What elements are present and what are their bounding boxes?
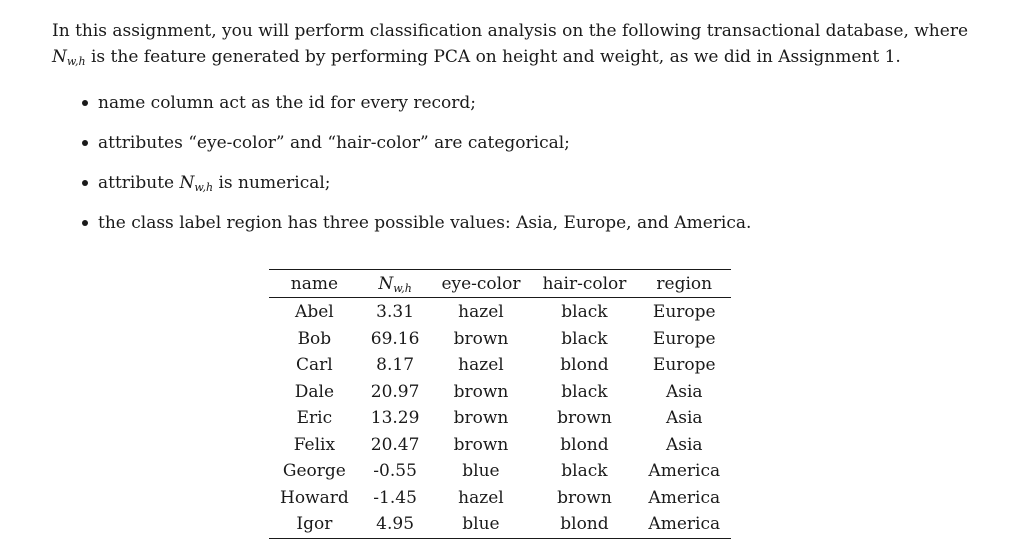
cell-feature: 69.16 bbox=[370, 328, 420, 349]
cell-feature: 8.17 bbox=[376, 355, 415, 376]
cell-hair-color: blond bbox=[560, 355, 609, 376]
header-eye-color: eye-color bbox=[430, 270, 531, 298]
cell-name: Bob bbox=[297, 328, 332, 349]
cell-name: Felix bbox=[293, 434, 336, 455]
cell-eye-color: blue bbox=[462, 514, 500, 535]
cell-name: Dale bbox=[294, 381, 335, 402]
bullet-dot bbox=[82, 140, 88, 146]
cell-region: Asia bbox=[665, 408, 703, 429]
cell-eye-color: brown bbox=[453, 408, 509, 429]
cell-region: Europe bbox=[652, 355, 716, 376]
table-row bbox=[269, 298, 731, 326]
cell-feature: 3.31 bbox=[376, 302, 415, 323]
cell-name: Igor bbox=[296, 514, 333, 535]
feature-symbol: $N_{w,h}$ bbox=[179, 173, 214, 194]
cell-region: America bbox=[648, 514, 721, 535]
cell-hair-color: black bbox=[561, 302, 608, 323]
cell-region: America bbox=[648, 487, 721, 508]
cell-region: Europe bbox=[652, 328, 716, 349]
header-region: region bbox=[637, 270, 731, 298]
table-body bbox=[269, 298, 731, 539]
cell-hair-color: black bbox=[561, 328, 608, 349]
cell-region: Asia bbox=[665, 381, 703, 402]
cell-eye-color: brown bbox=[453, 381, 509, 402]
bullet-dot bbox=[82, 180, 88, 186]
cell-eye-color: blue bbox=[462, 461, 500, 482]
cell-name: George bbox=[282, 461, 346, 482]
cell-hair-color: black bbox=[561, 381, 608, 402]
cell-hair-color: brown bbox=[557, 487, 612, 508]
intro-line-2 bbox=[52, 44, 952, 70]
cell-region: Europe bbox=[652, 302, 716, 323]
cell-feature: 20.97 bbox=[370, 381, 420, 402]
bullet-item: name column act as the id for every record; bbox=[80, 91, 751, 131]
cell-hair-color: brown bbox=[557, 408, 612, 429]
cell-eye-color: hazel bbox=[458, 355, 504, 376]
bullet-dot bbox=[82, 100, 88, 106]
bullet-dot bbox=[82, 220, 88, 226]
table-row bbox=[269, 405, 731, 432]
cell-hair-color: black bbox=[561, 461, 608, 482]
table-header-row bbox=[269, 270, 731, 298]
cell-hair-color: blond bbox=[560, 434, 609, 455]
bullet-list bbox=[80, 91, 751, 251]
table-row bbox=[269, 379, 731, 406]
table-row bbox=[269, 432, 731, 459]
cell-region: America bbox=[648, 461, 721, 482]
cell-region: Asia bbox=[665, 434, 703, 455]
header-hair-color: hair-color bbox=[531, 270, 637, 298]
cell-eye-color: brown bbox=[453, 434, 509, 455]
cell-eye-color: brown bbox=[453, 328, 509, 349]
cell-name: Eric bbox=[296, 408, 333, 429]
data-table bbox=[269, 269, 731, 539]
feature-symbol: $N_{w,h}$ bbox=[52, 47, 86, 68]
table-row bbox=[269, 485, 731, 512]
bullet-item: the class label region has three possible values: Asia, Europe, and America. bbox=[80, 211, 751, 251]
table-row bbox=[269, 458, 731, 485]
header-feature: $N_{w,h}$ bbox=[360, 270, 431, 298]
bullet-item: attributes “eye-color” and “hair-color” are categorical; bbox=[80, 131, 751, 171]
intro-line-1: In this assignment, you will perform classification analysis on the following transactional database, where bbox=[52, 21, 968, 41]
table-row bbox=[269, 352, 731, 379]
header-name: name bbox=[269, 270, 360, 298]
intro-line-2-text: is the feature generated by performing PCA on height and weight, as we did in Assignment 1. bbox=[85, 47, 901, 67]
cell-feature: 20.47 bbox=[370, 434, 420, 455]
cell-name: Abel bbox=[295, 302, 334, 323]
table-row bbox=[269, 326, 731, 353]
cell-feature: -1.45 bbox=[373, 487, 417, 508]
cell-feature: 13.29 bbox=[370, 408, 420, 429]
cell-eye-color: hazel bbox=[458, 487, 504, 508]
cell-hair-color: blond bbox=[560, 514, 609, 535]
intro-paragraph bbox=[52, 18, 968, 70]
cell-feature: 4.95 bbox=[376, 514, 415, 535]
cell-name: Carl bbox=[296, 355, 333, 376]
cell-feature: -0.55 bbox=[373, 461, 417, 482]
cell-name: Howard bbox=[280, 487, 349, 508]
cell-eye-color: hazel bbox=[458, 302, 504, 323]
bullet-item: attribute $N_{w,h}$ is numerical; bbox=[80, 171, 751, 211]
table-row bbox=[269, 511, 731, 538]
